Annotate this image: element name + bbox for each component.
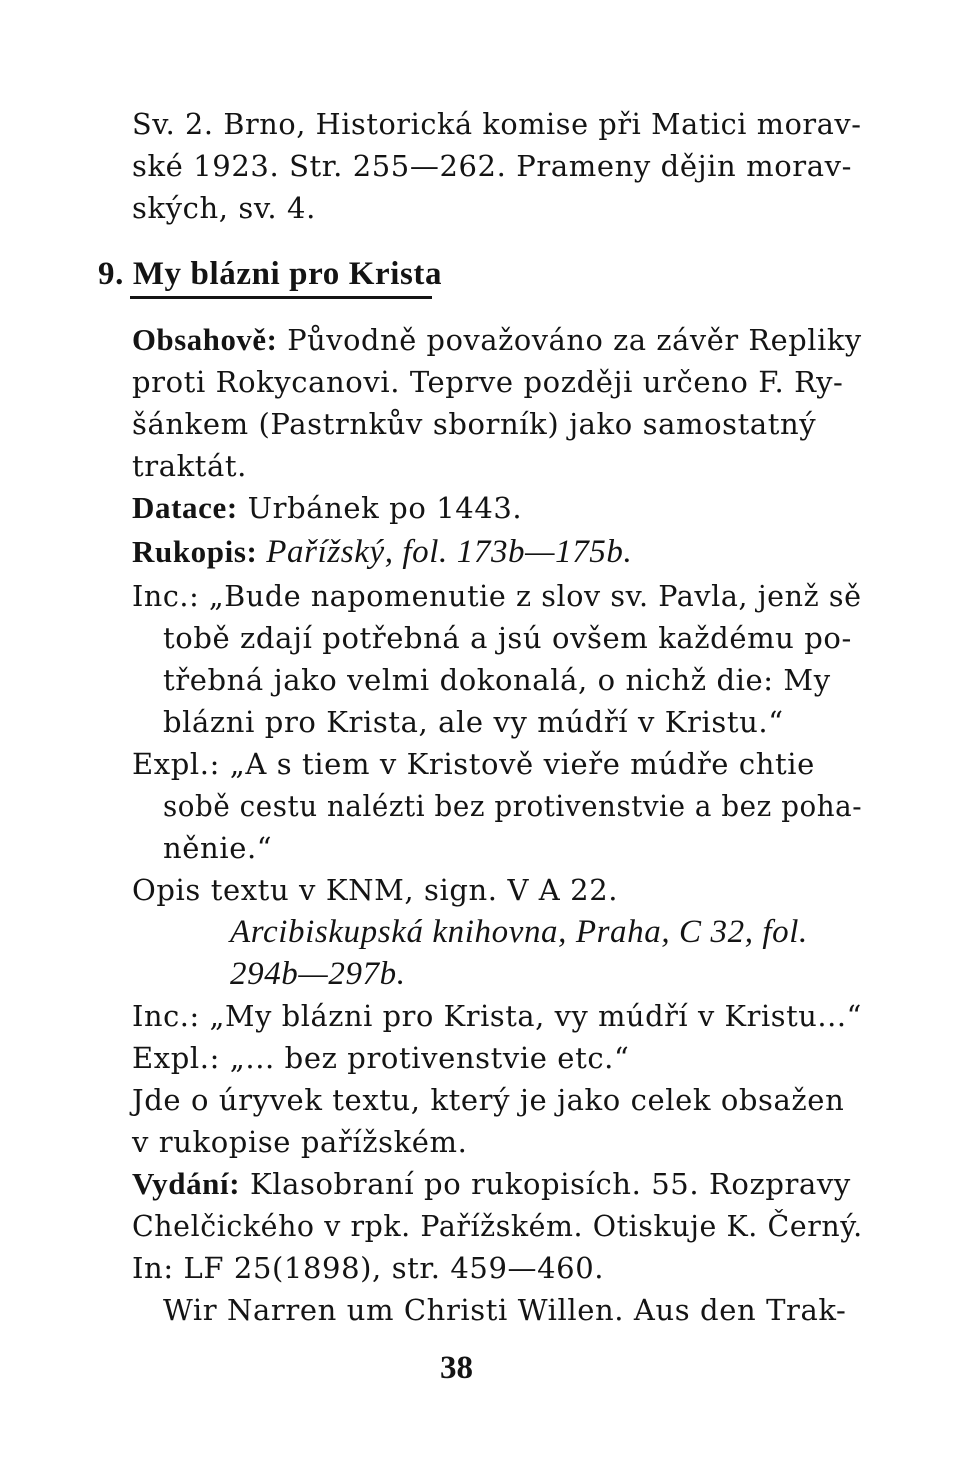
wir-narren-line: Wir Narren um Christi Willen. Aus den Trak- (163, 1293, 847, 1327)
obsahove-line-3: šánkem (Pastrnkův sborník) jako samostatný (132, 407, 817, 441)
expl1-line-3: něnie.“ (163, 831, 273, 865)
jde-line-2: v rukopise pařížském. (132, 1125, 468, 1159)
obsahove-line-2: proti Rokycanovi. Teprve později určeno F. Ry- (132, 365, 844, 399)
ref-line-2: ské 1923. Str. 255—262. Prameny dějin morav- (132, 149, 853, 183)
opis-line: Opis textu v KNM, sign. V A 22. (132, 873, 619, 907)
jde-line-1: Jde o úryvek textu, který je jako celek obsažen (132, 1083, 845, 1117)
datace-label: Datace: (132, 490, 238, 525)
inc1-line-1: Inc.: „Bude napomenutie z slov sv. Pavla, jenž sě (132, 579, 862, 613)
heading-underline (130, 296, 432, 299)
inc2-line: Inc.: „My blázni pro Krista, vy múdří v Kristu...“ (132, 999, 862, 1033)
vydani-line-1 (132, 1164, 851, 1204)
rukopis-label: Rukopis: (132, 534, 258, 569)
inc1-line-3: třebná jako velmi dokonalá, o nichž die: My (163, 663, 831, 697)
datace-text: Urbánek po 1443. (237, 491, 523, 525)
vydani-line-2: Chelčického v rpk. Pařížském. Otiskuje K. Černý. (132, 1209, 863, 1243)
vydani-line-3: In: LF 25(1898), str. 459—460. (132, 1251, 605, 1285)
ref-line-3: ských, sv. 4. (132, 191, 316, 225)
expl1-line-1: Expl.: „A s tiem v Kristově vieře múdře chtie (132, 747, 815, 781)
arcibiskupska-line-2: 294b—297b. (230, 956, 406, 992)
ref-line-1: Sv. 2. Brno, Historická komise při Matici morav- (132, 107, 862, 141)
datace-line (132, 488, 522, 528)
obsahove-line-1 (132, 320, 862, 360)
vydani-label: Vydání: (132, 1166, 241, 1201)
obsahove-text-1: Původně považováno za závěr Repliky (277, 323, 862, 357)
page-number: 38 (440, 1350, 473, 1386)
inc1-line-2: tobě zdají potřebná a jsú ovšem každému po- (163, 621, 852, 655)
obsahove-line-4: traktát. (132, 449, 247, 483)
expl2-line: Expl.: „... bez protivenstvie etc.“ (132, 1041, 630, 1075)
section-heading (98, 254, 442, 294)
section-title: My blázni pro Krista (132, 256, 443, 292)
expl1-line-2: sobě cestu nalézti bez protivenstvie a bez poha- (163, 789, 863, 823)
arcibiskupska-line-1: Arcibiskupská knihovna, Praha, C 32, fol. (230, 914, 808, 950)
vydani-text-1: Klasobraní po rukopisích. 55. Rozpravy (240, 1167, 851, 1201)
inc1-line-4: blázni pro Krista, ale vy múdří v Kristu.“ (163, 705, 784, 739)
rukopis-text: Pařížský, fol. 173b—175b. (257, 534, 633, 570)
obsahove-label: Obsahově: (132, 322, 278, 357)
rukopis-line (132, 532, 632, 572)
section-number: 9. (98, 256, 124, 292)
